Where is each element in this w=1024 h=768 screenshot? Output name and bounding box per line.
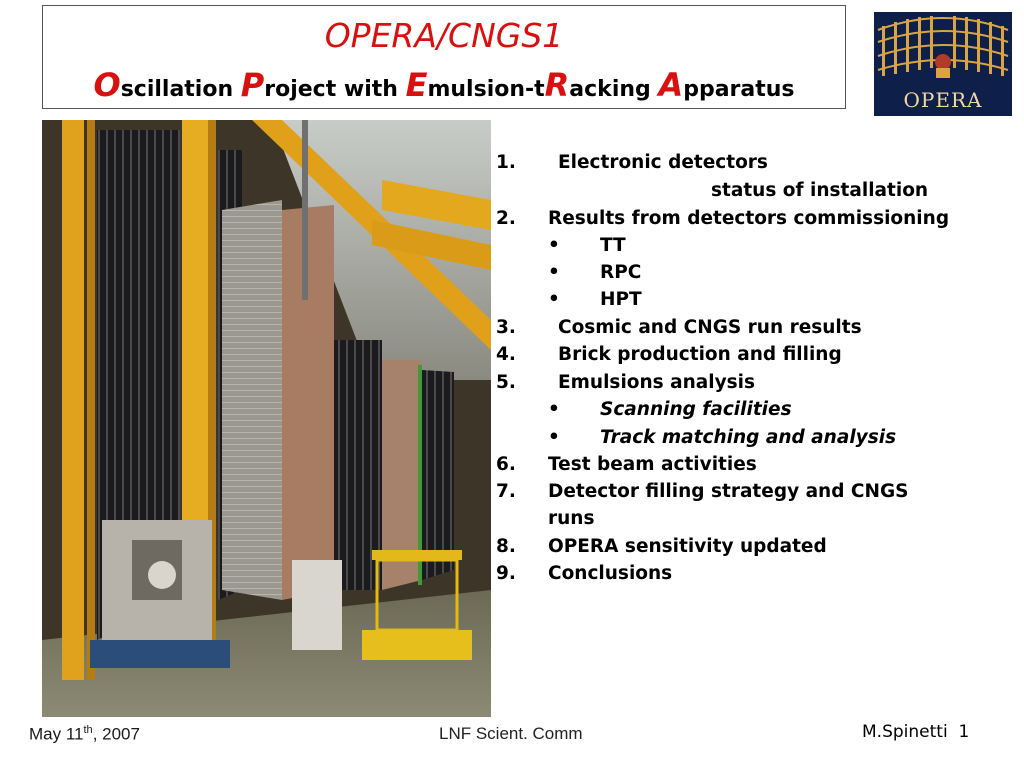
- item-text: runs: [548, 508, 595, 529]
- bullet: •: [548, 399, 560, 420]
- item-text: HPT: [600, 289, 642, 310]
- item-text: Results from detectors commissioning: [548, 208, 950, 229]
- item-text: Electronic detectors: [558, 152, 768, 173]
- date-main: May 11: [29, 724, 84, 744]
- item-number: 6.: [496, 454, 516, 475]
- author-name: M.Spinetti: [862, 722, 948, 742]
- subtitle-cap-p: P: [240, 66, 265, 104]
- bullet: •: [548, 235, 560, 256]
- subtitle-part-5: pparatus: [683, 77, 795, 102]
- title-box: [42, 5, 846, 109]
- subtitle-cap-r: R: [544, 66, 570, 104]
- subtitle-part-3: mulsion-t: [427, 77, 545, 102]
- item-number: 8.: [496, 536, 516, 557]
- item-text: Cosmic and CNGS run results: [558, 317, 862, 338]
- item-text: TT: [600, 235, 626, 256]
- item-number: 3.: [496, 317, 516, 338]
- subtitle-part-1: scillation: [120, 77, 241, 102]
- subtitle-part-4: acking: [569, 77, 659, 102]
- footer-author: [862, 722, 969, 742]
- page-number: 1: [958, 722, 970, 742]
- item-number: 7.: [496, 481, 516, 502]
- item-text: OPERA sensitivity updated: [548, 536, 827, 557]
- item-text: Conclusions: [548, 563, 673, 584]
- item-text: Emulsions analysis: [558, 372, 756, 393]
- footer-date: [29, 724, 140, 745]
- item-text: RPC: [600, 262, 642, 283]
- footer-event: LNF Scient. Comm: [439, 724, 583, 743]
- logo-text: OPERA: [903, 88, 983, 112]
- subtitle-part-2: roject with: [264, 77, 406, 102]
- item-number: 4.: [496, 344, 516, 365]
- item-text: status of installation: [711, 180, 929, 201]
- slide-subtitle: [43, 66, 845, 104]
- subtitle-cap-o: O: [93, 66, 121, 104]
- item-text: Brick production and filling: [558, 344, 842, 365]
- subtitle-cap-a: A: [658, 66, 684, 104]
- bullet: •: [548, 289, 560, 310]
- opera-logo: [874, 12, 1012, 116]
- slide-title: OPERA/CNGS1: [324, 16, 564, 55]
- detector-photo: [42, 120, 491, 717]
- item-text: Detector filling strategy and CNGS: [548, 481, 909, 502]
- subtitle-cap-e: E: [405, 66, 428, 104]
- item-text: Track matching and analysis: [600, 427, 897, 448]
- bullet: •: [548, 262, 560, 283]
- item-number: 9.: [496, 563, 516, 584]
- item-number: 1.: [496, 152, 516, 173]
- item-number: 5.: [496, 372, 516, 393]
- bullet: •: [548, 427, 560, 448]
- date-rest: , 2007: [92, 724, 140, 744]
- date-suffix: th: [83, 724, 93, 736]
- item-number: 2.: [496, 208, 516, 229]
- item-text: Scanning facilities: [600, 399, 792, 420]
- item-text: Test beam activities: [548, 454, 757, 475]
